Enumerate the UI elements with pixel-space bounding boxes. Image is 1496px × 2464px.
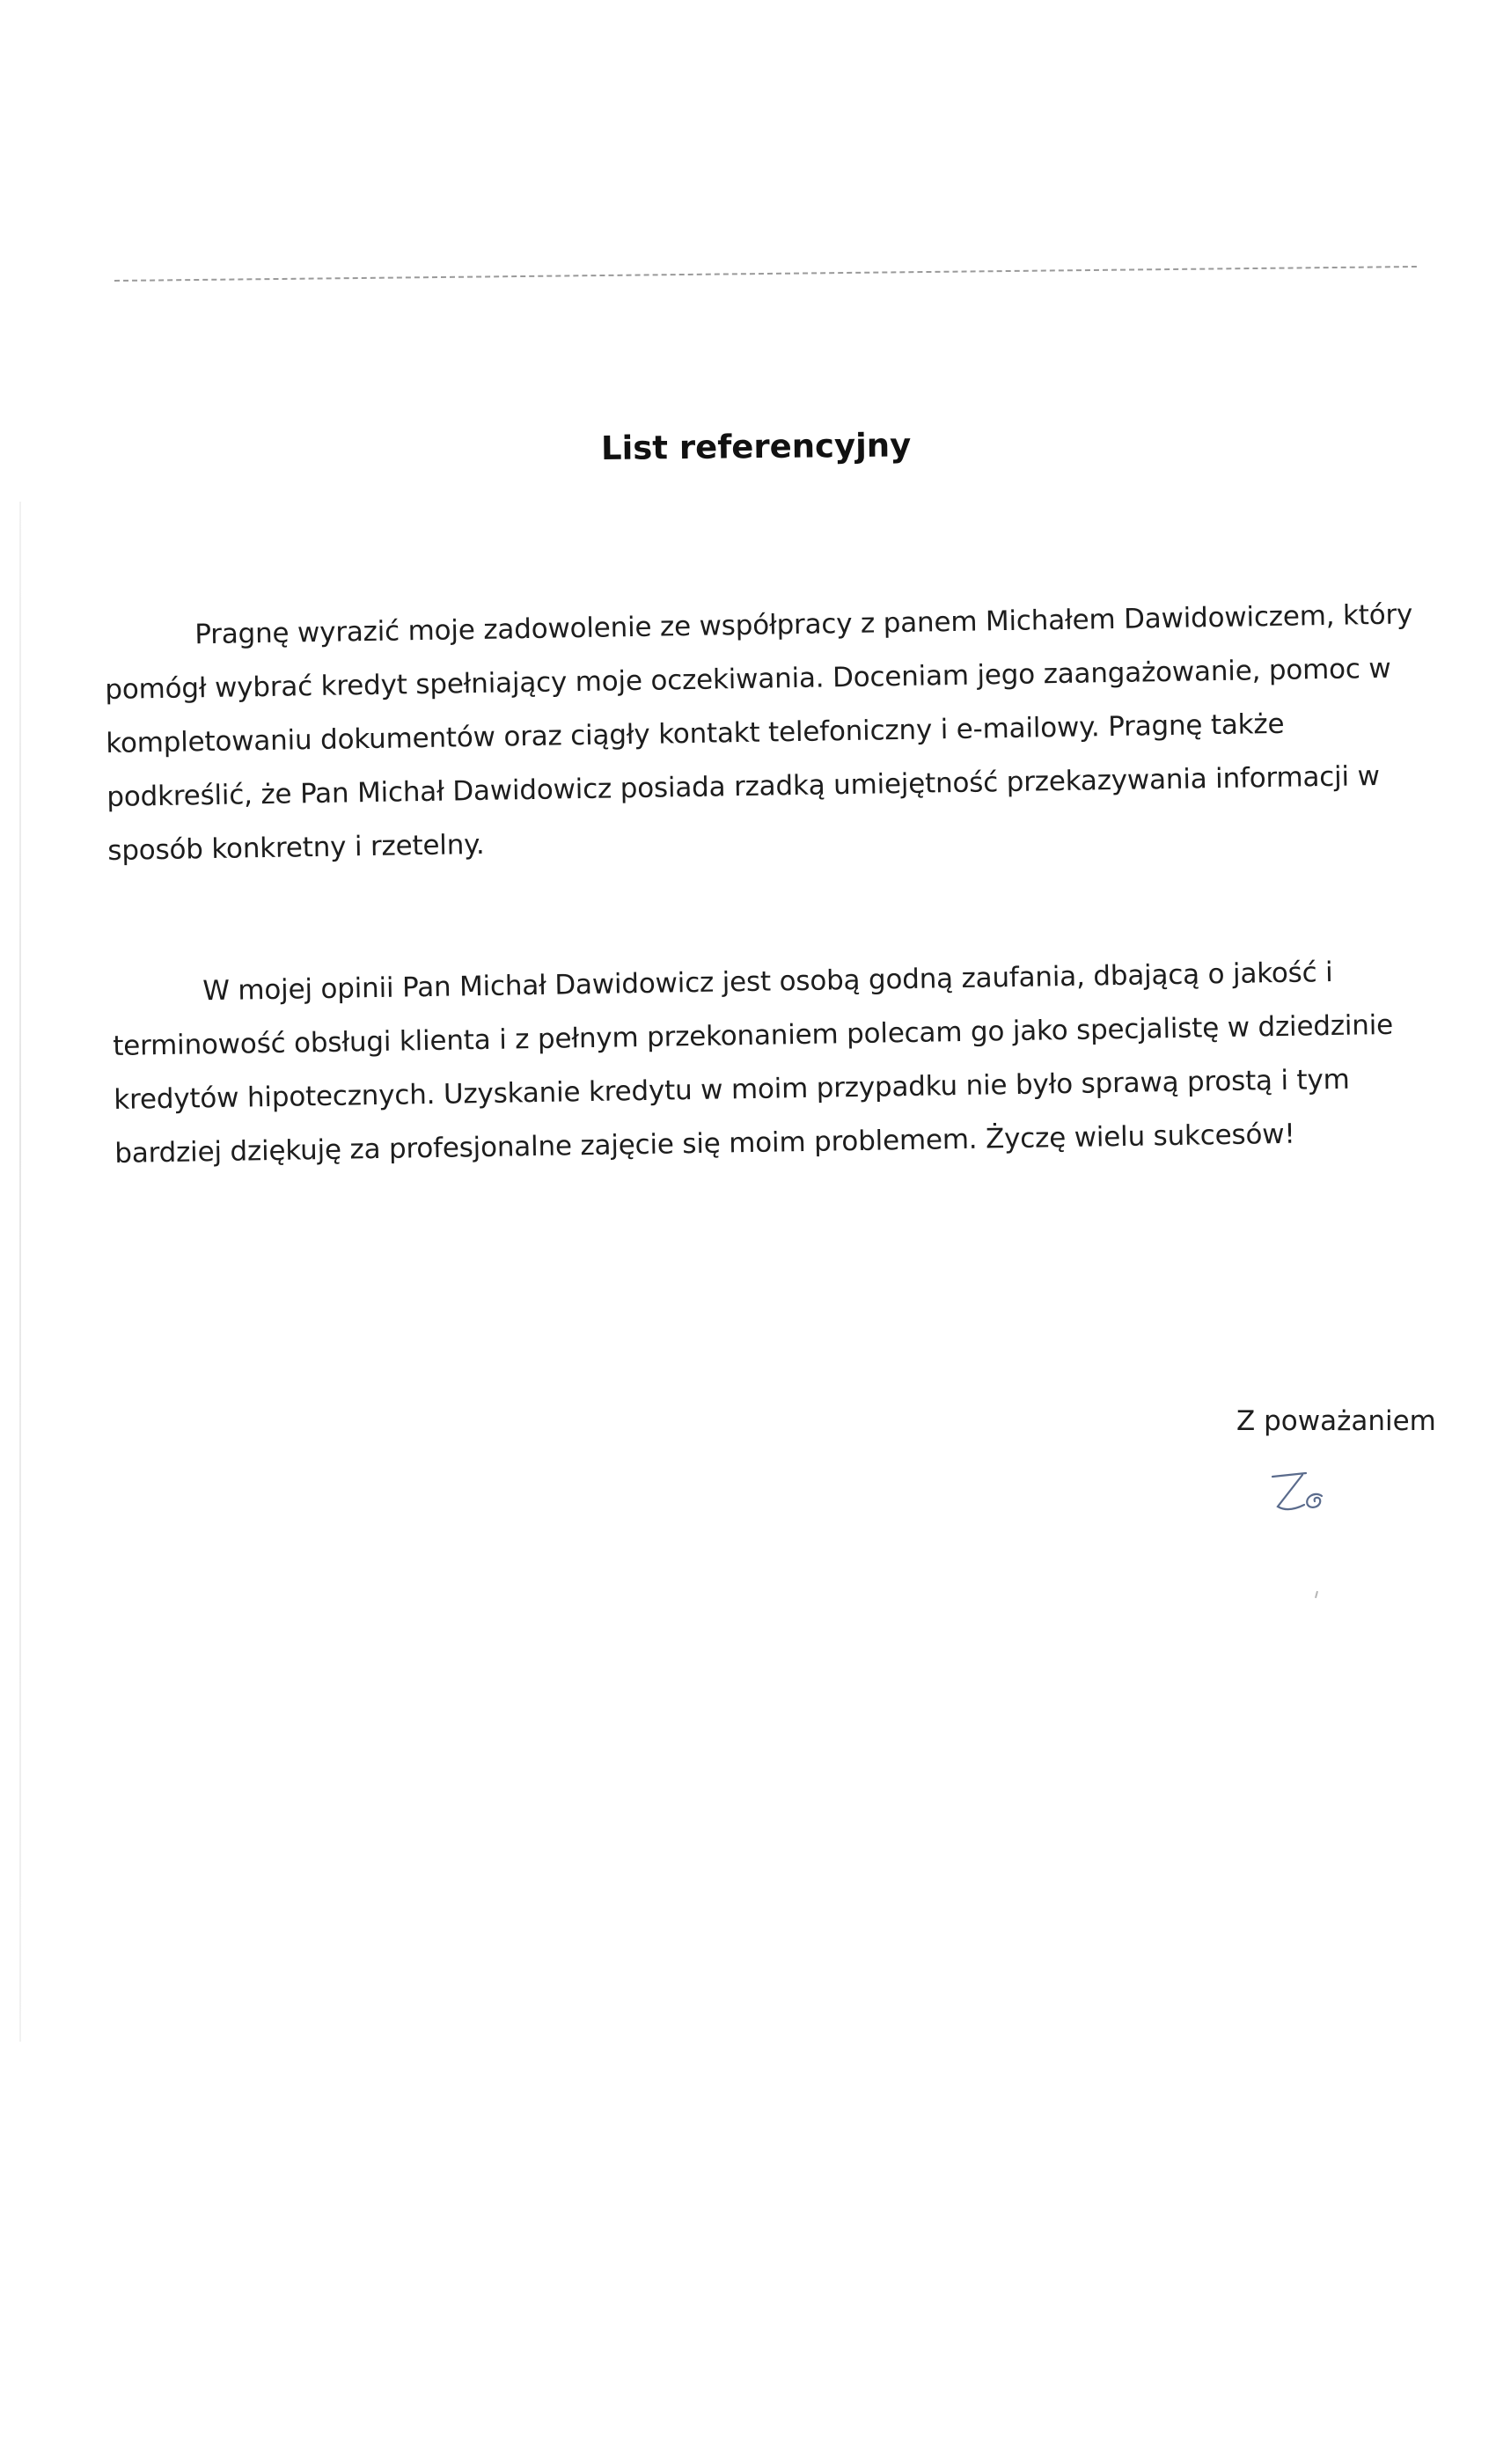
paragraph-1 [104,598,1413,867]
scan-speck [1315,1591,1318,1598]
paragraph-2-line: bardziej dziękuję za profesjonalne zajęcie się moim problemem. Życzę wielu sukcesów! [114,1118,1295,1170]
signature-icon [1267,1470,1338,1522]
scan-margin-shadow [19,502,21,2042]
paragraph-1-line: pomógł wybrać kredyt spełniający moje oczekiwania. Doceniam jego zaangażowanie, pomoc w [105,652,1391,706]
paragraph-1-line: Pragnę wyrazić moje zadowolenie ze współpracy z panem Michałem Dawidowiczem, który [194,598,1413,651]
closing-salutation: Z poważaniem [1236,1405,1436,1437]
dashed-separator [114,266,1417,282]
document-title: List referencyjny [600,426,912,467]
paragraph-2-line: terminowość obsługi klienta i z pełnym przekonaniem polecam go jako specjalistę w dziedzinie [113,1008,1394,1062]
paragraph-1-line: sposób konkretny i rzetelny. [107,828,485,867]
paragraph-2 [112,955,1414,1170]
paragraph-1-line: kompletowaniu dokumentów oraz ciągły kontakt telefoniczny i e-mailowy. Pragnę także [106,708,1285,759]
paragraph-1-line: podkreślić, że Pan Michał Dawidowicz posiada rzadką umiejętność przekazywania informacji w [106,759,1381,813]
paragraph-2-line: W mojej opinii Pan Michał Dawidowicz jest osobą godną zaufania, dbającą o jakość i [202,956,1333,1008]
paragraph-2-line: kredytów hipotecznych. Uzyskanie kredytu w moim przypadku nie było sprawą prostą i tym [114,1063,1350,1116]
